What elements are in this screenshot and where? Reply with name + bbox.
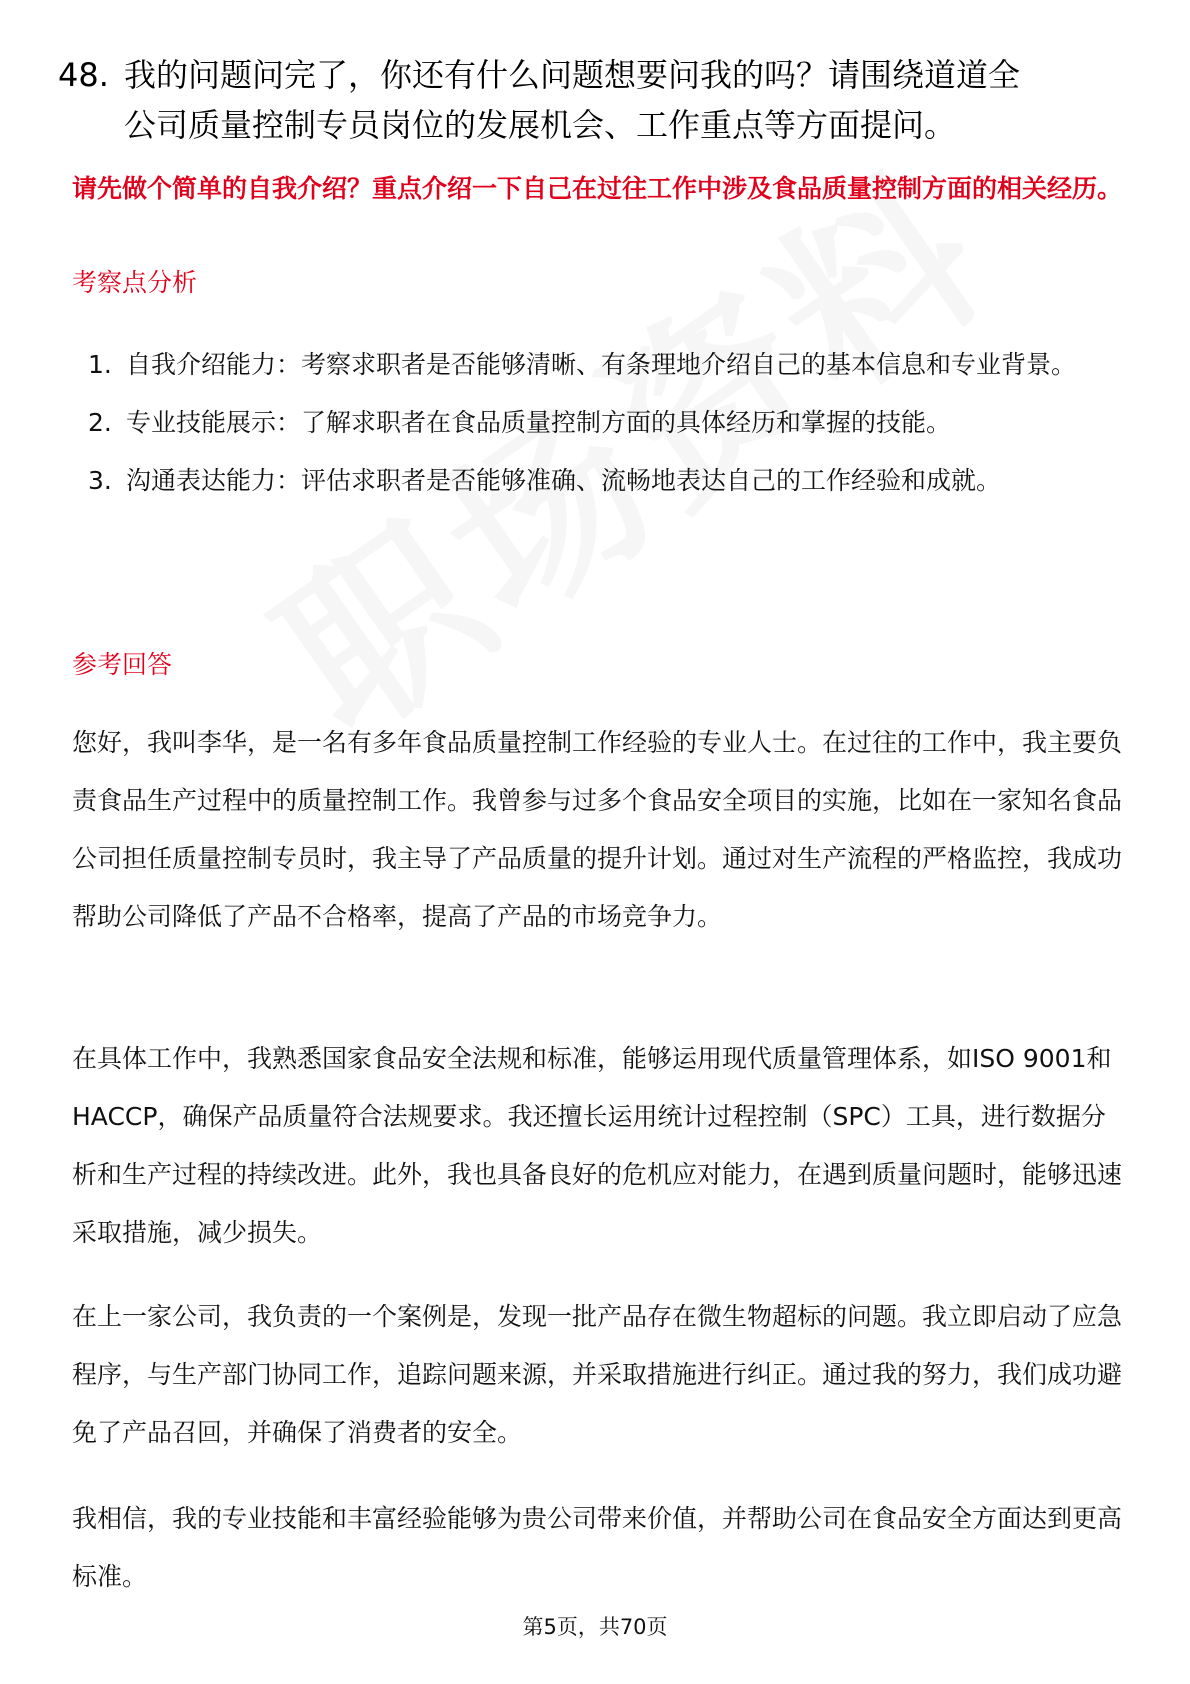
analysis-item-number: 1. — [88, 350, 112, 379]
question-heading — [58, 50, 1118, 150]
analysis-item-text: 专业技能展示：了解求职者在食品质量控制方面的具体经历和掌握的技能。 — [126, 408, 952, 437]
answer-paragraph: 在具体工作中，我熟悉国家食品安全法规和标准，能够运用现代质量管理体系，如ISO 9001和HACCP，确保产品质量符合法规要求。我还擅长运用统计过程控制（SPC）工具，进行数据分析和生产过程的持续改进。此外，我也具备良好的危机应对能力，在遇到质量问题时，能够迅速采取措施，减少损失。 — [72, 1044, 1123, 1247]
question-text-line2: 公司质量控制专员岗位的发展机会、工作重点等方面提问。 — [124, 106, 957, 144]
answer-paragraph: 您好，我叫李华，是一名有多年食品质量控制工作经验的专业人士。在过往的工作中，我主要负责食品生产过程中的质量控制工作。我曾参与过多个食品安全项目的实施，比如在一家知名食品公司担任质量控制专员时，我主导了产品质量的提升计划。通过对生产流程的严格监控，我成功帮助公司降低了产品不合格率，提高了产品的市场竞争力。 — [72, 728, 1123, 931]
question-text-line1: 我的问题问完了，你还有什么问题想要问我的吗？请围绕道道全 — [124, 56, 1021, 94]
analysis-item-text: 沟通表达能力：评估求职者是否能够准确、流畅地表达自己的工作经验和成就。 — [126, 466, 1002, 495]
answer-paragraph: 我相信，我的专业技能和丰富经验能够为贵公司带来价值，并帮助公司在食品安全方面达到更高标准。 — [72, 1504, 1123, 1591]
analysis-item — [72, 394, 1132, 452]
analysis-item — [72, 336, 1132, 394]
analysis-item-text: 自我介绍能力：考察求职者是否能够清晰、有条理地介绍自己的基本信息和专业背景。 — [126, 350, 1077, 379]
analysis-item — [72, 452, 1132, 510]
analysis-list — [72, 336, 1132, 510]
interview-question: 请先做个简单的自我介绍？重点介绍一下自己在过往工作中涉及食品质量控制方面的相关经历。 — [72, 174, 1123, 203]
analysis-section-title: 考察点分析 — [72, 268, 198, 297]
page-footer: 第5页，共70页 — [522, 1615, 668, 1639]
analysis-item-number: 3. — [88, 466, 112, 495]
analysis-item-number: 2. — [88, 408, 112, 437]
answer-paragraph: 在上一家公司，我负责的一个案例是，发现一批产品存在微生物超标的问题。我立即启动了应急程序，与生产部门协同工作，追踪问题来源，并采取措施进行纠正。通过我的努力，我们成功避免了产品召回，并确保了消费者的安全。 — [72, 1302, 1123, 1447]
answer-section-title: 参考回答 — [72, 650, 173, 679]
question-number: 48. — [58, 56, 109, 94]
